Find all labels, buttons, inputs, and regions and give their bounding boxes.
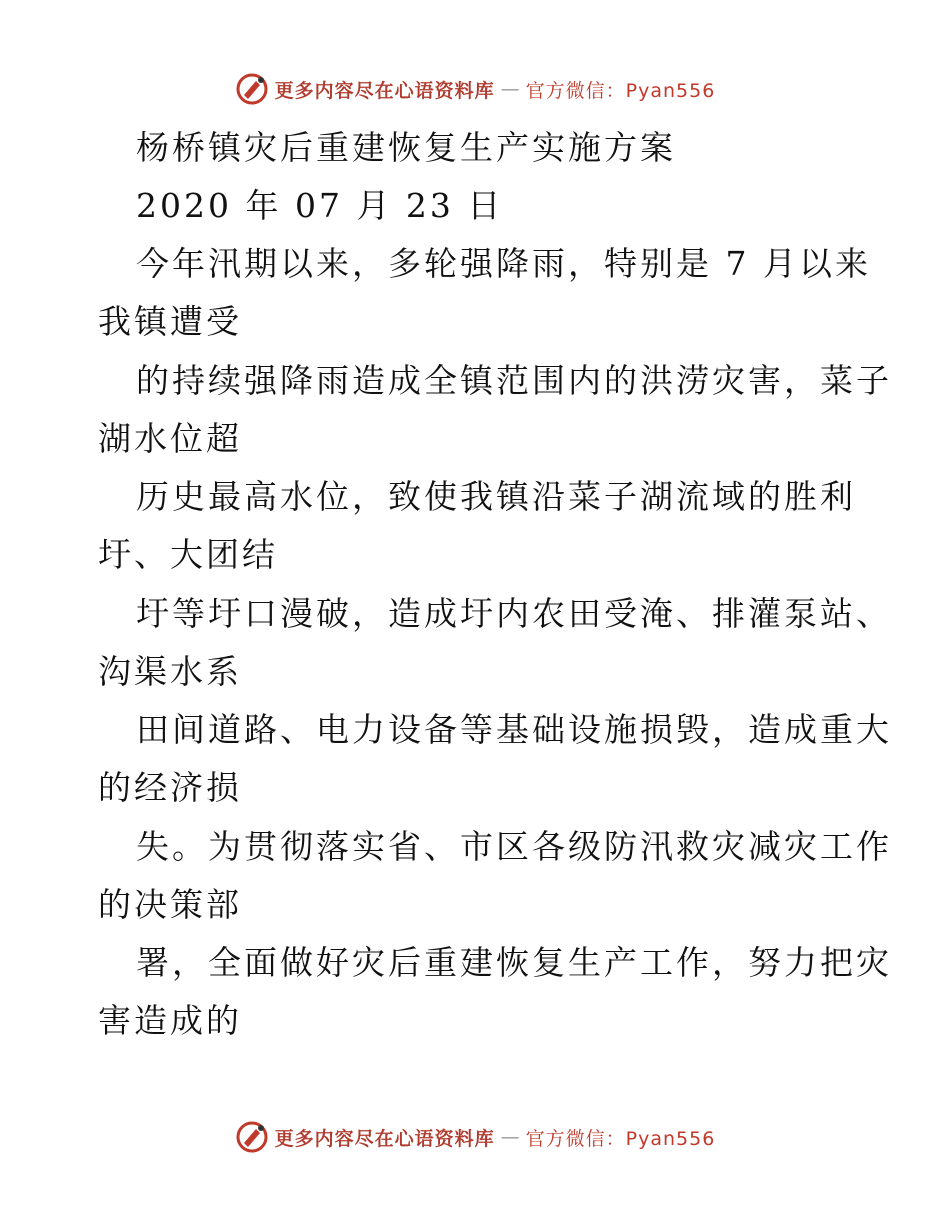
watermark-logo-icon bbox=[235, 1120, 269, 1154]
paragraph-line: 田间道路、电力设备等基础设施损毁，造成重大 bbox=[136, 710, 892, 749]
paragraph-line: 湖水位超 bbox=[98, 419, 242, 458]
paragraph-line: 的决策部 bbox=[98, 885, 242, 924]
watermark-prefix: 更多内容尽在心语资料库 bbox=[274, 1127, 495, 1150]
watermark-footer bbox=[0, 1120, 950, 1154]
watermark-separator: — bbox=[500, 78, 520, 100]
paragraph-line: 沟渠水系 bbox=[98, 652, 242, 691]
paragraph-line: 今年汛期以来，多轮强降雨，特别是 7 月以来 bbox=[136, 244, 871, 283]
watermark-prefix: 更多内容尽在心语资料库 bbox=[274, 79, 495, 102]
watermark-suffix: 官方微信：Pyan556 bbox=[525, 1127, 716, 1150]
paragraph-line: 圩等圩口漫破，造成圩内农田受淹、排灌泵站、 bbox=[136, 594, 892, 633]
paragraph-line: 的持续强降雨造成全镇范围内的洪涝灾害，菜子 bbox=[136, 361, 892, 400]
watermark-header bbox=[0, 72, 950, 106]
paragraph-line: 圩、大团结 bbox=[98, 535, 278, 574]
paragraph-line: 历史最高水位，致使我镇沿菜子湖流域的胜利 bbox=[136, 477, 856, 516]
paragraph-line: 我镇遭受 bbox=[98, 302, 242, 341]
paragraph-line: 的经济损 bbox=[98, 768, 242, 807]
watermark-separator: — bbox=[500, 1126, 520, 1148]
document-date: 2020 年 07 月 23 日 bbox=[136, 186, 504, 225]
paragraph-line: 失。为贯彻落实省、市区各级防汛救灾减灾工作 bbox=[136, 827, 892, 866]
watermark-logo-icon bbox=[235, 72, 269, 106]
watermark-suffix: 官方微信：Pyan556 bbox=[525, 79, 716, 102]
paragraph-line: 害造成的 bbox=[98, 1001, 242, 1040]
paragraph-line: 署，全面做好灾后重建恢复生产工作，努力把灾 bbox=[136, 943, 892, 982]
document-title: 杨桥镇灾后重建恢复生产实施方案 bbox=[136, 128, 676, 167]
